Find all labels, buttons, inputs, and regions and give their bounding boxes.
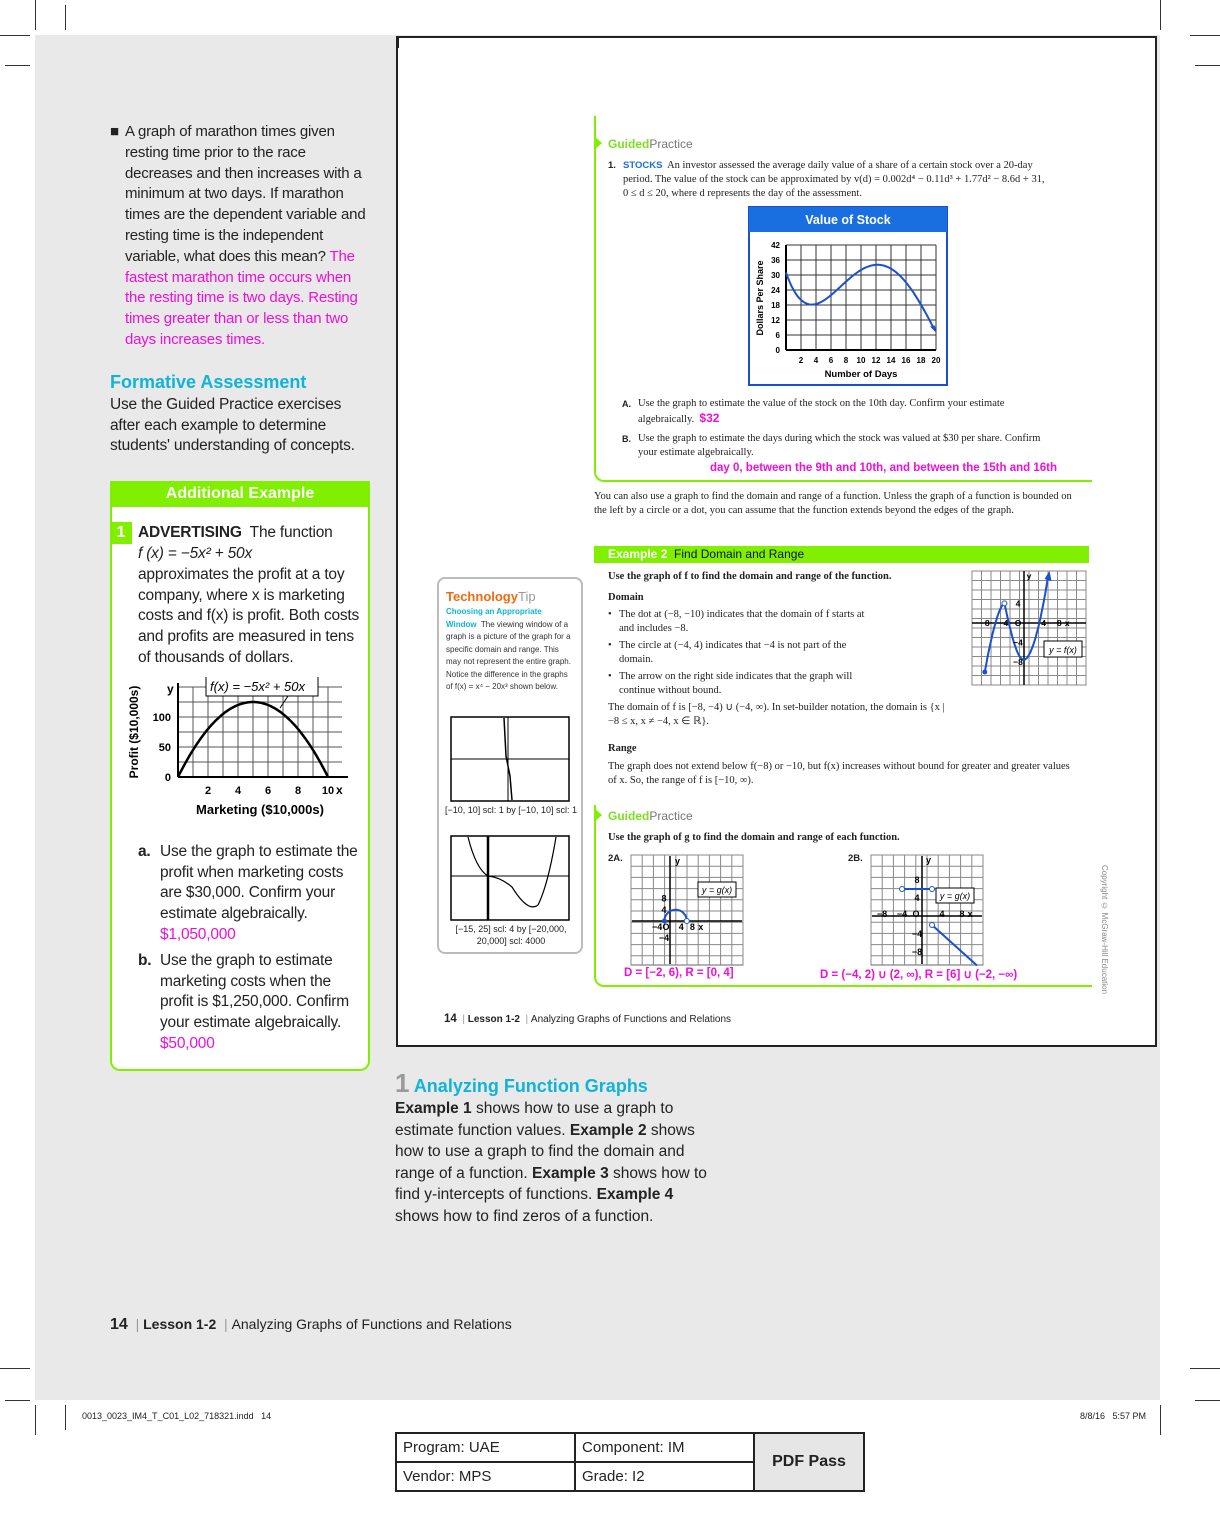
program-cell: Program: UAE bbox=[396, 1433, 575, 1462]
gp1-b-label: B. bbox=[622, 434, 631, 444]
y-tick-label: 42 bbox=[771, 241, 780, 250]
gp1-problem bbox=[608, 159, 1048, 201]
tick-label: y bbox=[926, 855, 932, 865]
additional-example-header: Additional Example bbox=[110, 481, 370, 507]
x-tick-label: 6 bbox=[264, 784, 272, 797]
y-axis-title: Dollars Per Share bbox=[755, 260, 765, 336]
example-2-label: Example 2 bbox=[608, 547, 668, 561]
gp2-title-b: Practice bbox=[649, 809, 693, 823]
example-2-prompt: Use the graph of f to find the domain and range of the function. bbox=[608, 571, 892, 582]
section-number: 1 bbox=[395, 1068, 410, 1098]
graph-2a bbox=[630, 854, 745, 966]
example-2-header bbox=[594, 546, 1089, 563]
crop-mark bbox=[35, 0, 36, 30]
tick-label: 4 bbox=[678, 922, 684, 932]
y-tick-label: 36 bbox=[771, 256, 780, 265]
x-tick-label: 18 bbox=[916, 356, 926, 365]
tech-tip-text: The viewing window of a graph is a picture of the graph for a specific domain and range. This may not represent the entire graph. Notice the difference in the graphs of f(x) = x⁴ − 20x³ shown below. bbox=[446, 619, 571, 691]
inset-folio-lesson: Lesson 1-2 bbox=[467, 1014, 520, 1025]
gp1-part-a bbox=[622, 397, 1062, 427]
bullet-icon: ■ bbox=[110, 123, 119, 140]
x-tick-label: 2 bbox=[798, 356, 804, 365]
origin: O bbox=[1014, 618, 1022, 628]
x-tick: −4 bbox=[998, 618, 1009, 628]
inset-folio-page: 14 bbox=[444, 1013, 457, 1025]
proof-table bbox=[395, 1432, 865, 1492]
copyright-text: Copyright © McGraw-Hill Education bbox=[1100, 865, 1109, 995]
domain-text: The domain of f is [−8, −4) ∪ (−4, ∞). In set-builder notation, the domain is {x | −8 ≤ x, x ≠ −4, x ∈ ℝ}. bbox=[608, 702, 945, 727]
gp-title-b: Practice bbox=[649, 137, 693, 151]
range-heading: Range bbox=[608, 743, 637, 754]
calculator-window-1 bbox=[450, 716, 570, 802]
tick-label: 8 bbox=[689, 922, 695, 932]
crop-mark bbox=[1195, 1400, 1220, 1401]
tick-label: 8 bbox=[914, 875, 920, 885]
open-circle bbox=[930, 887, 935, 892]
open-circle bbox=[684, 919, 689, 924]
x-tick-label: 10 bbox=[856, 356, 866, 365]
gp1-a-text: Use the graph to estimate the value of the stock on the 10th day. Confirm your estimate algebraically. bbox=[638, 398, 1005, 425]
crop-mark bbox=[1160, 1405, 1161, 1435]
file-slug: 0013_0023_IM4_T_C01_L02_718321.indd 14 bbox=[82, 1411, 272, 1421]
tick-label: 4 bbox=[939, 909, 945, 919]
window-frame bbox=[451, 836, 569, 920]
example-topic: ADVERTISING bbox=[138, 524, 242, 542]
range-text: The graph does not extend below f(−8) or −10, but f(x) increases without bound for greater and greater values of x. So, the range of f is [−10, ∞). bbox=[608, 761, 1070, 786]
section-text bbox=[395, 1098, 715, 1227]
bullet-text: A graph of marathon times given resting time prior to the race decreases and then increases with a minimum at two days. If marathon times are the dependent variable and resting time is the independent variable, what does this mean? bbox=[125, 123, 366, 265]
example-function: f (x) = −5x² + 50x bbox=[138, 544, 252, 562]
y-tick-label: 12 bbox=[771, 316, 780, 325]
crop-mark bbox=[1190, 1368, 1220, 1369]
y-axis-title: Profit ($10,000s) bbox=[127, 685, 141, 779]
y-tick: 4 bbox=[1015, 598, 1021, 609]
tick-label: y bbox=[675, 856, 681, 866]
section-sentence: shows how to use a graph to estimate function values. bbox=[395, 1100, 674, 1139]
vendor-cell: Vendor: MPS bbox=[396, 1462, 575, 1491]
x-tick-label: 4 bbox=[234, 784, 242, 797]
function-label: f(x) = −5x² + 50x bbox=[210, 678, 306, 694]
window-1-caption: [−10, 10] scl: 1 by [−10, 10] scl: 1 bbox=[444, 805, 578, 815]
domain-heading: Domain bbox=[608, 592, 644, 603]
y-tick-label: 24 bbox=[771, 286, 780, 295]
y-tick-label: 0 bbox=[775, 346, 780, 355]
y-tick-label: 18 bbox=[771, 301, 780, 310]
tick-label: −4 bbox=[658, 933, 670, 944]
component-cell: Component: IM bbox=[575, 1433, 754, 1462]
tick-label: O bbox=[912, 909, 920, 919]
y-tick-label: 0 bbox=[164, 771, 171, 784]
crop-mark bbox=[0, 1368, 30, 1369]
part-b bbox=[138, 951, 363, 1055]
crop-mark bbox=[1195, 65, 1220, 66]
graph-label: y = g(x) bbox=[701, 885, 733, 895]
closed-dot bbox=[982, 670, 987, 675]
example-ref: Example 1 bbox=[395, 1100, 472, 1117]
example-ref: Example 3 bbox=[532, 1164, 609, 1182]
crop-mark bbox=[0, 35, 30, 36]
y-tick-label: 30 bbox=[771, 271, 780, 280]
crop-mark bbox=[5, 1400, 30, 1401]
bullet-icon: • bbox=[608, 609, 612, 620]
y-tick: −8 bbox=[1013, 657, 1023, 668]
open-circle bbox=[930, 923, 935, 928]
example-2-title: Find Domain and Range bbox=[674, 547, 805, 561]
tech-tip-title bbox=[446, 589, 575, 604]
bullet-icon: • bbox=[608, 640, 612, 651]
tech-tip-title-a: Technology bbox=[446, 589, 518, 604]
x-axis-title: Number of Days bbox=[824, 369, 898, 380]
part-b-label: b. bbox=[138, 951, 152, 969]
domain-range-paragraph: You can also use a graph to find the domain and range of a function. Unless the graph of a function is bounded on the left by a circle or a dot, you can assume that the function extends beyond the edges of the graph. bbox=[594, 491, 1072, 516]
tech-tip-subhead: Choosing an Appropriate Window bbox=[446, 607, 542, 629]
graph-label: y = g(x) bbox=[939, 891, 971, 901]
y-axis-letter: y bbox=[167, 681, 174, 696]
tick-label: 8 bbox=[661, 893, 667, 904]
gp-title-a: Guided bbox=[608, 137, 650, 151]
chart-title: Value of Stock bbox=[805, 213, 891, 227]
bullet-answer: The fastest marathon time occurs when the resting time is two days. Resting times greater than or less than two days increases times. bbox=[125, 247, 358, 348]
x-tick-label: 2 bbox=[204, 784, 212, 797]
gp1-a-answer: $32 bbox=[699, 411, 720, 425]
technology-tip-box bbox=[437, 577, 583, 954]
example-intro-block bbox=[138, 523, 363, 669]
formative-assessment-title: Formative Assessment bbox=[110, 371, 307, 392]
folio-title: Analyzing Graphs of Functions and Relations bbox=[231, 1316, 512, 1332]
y-tick-label: 100 bbox=[152, 711, 171, 724]
tick-label: O bbox=[662, 922, 670, 932]
x-axis-letter: x bbox=[336, 782, 343, 797]
crop-mark bbox=[1160, 0, 1161, 30]
gp2-b-label: 2B. bbox=[848, 853, 863, 864]
tick-label: −4 bbox=[911, 929, 923, 939]
gp1-number: 1. bbox=[608, 160, 616, 171]
x-tick-label: 10 bbox=[321, 784, 335, 797]
graph-2b bbox=[870, 854, 985, 966]
folio-lesson: Lesson 1-2 bbox=[143, 1316, 217, 1332]
x-label: x bbox=[1064, 618, 1070, 628]
gp2-title-a: Guided bbox=[608, 809, 650, 823]
x-tick-label: 14 bbox=[886, 356, 896, 365]
open-circle bbox=[900, 887, 905, 892]
domain-bullet-text: The circle at (−4, 4) indicates that −4 is not part of the domain. bbox=[619, 640, 847, 665]
gp1-b-answer: day 0, between the 9th and 10th, and between the 15th and 16th bbox=[710, 462, 1057, 474]
example-ref: Example 4 bbox=[596, 1186, 674, 1203]
y-label: y bbox=[1026, 571, 1032, 581]
tick-label: 4 bbox=[661, 904, 667, 915]
date-slug: 8/8/16 5:57 PM bbox=[1080, 1411, 1147, 1421]
section-sentence: shows how to use a graph to find the domain and range of a function. bbox=[395, 1121, 695, 1182]
calculator-window-2 bbox=[450, 835, 570, 921]
guided-practice-marker bbox=[594, 808, 602, 822]
y-tick-label: 6 bbox=[775, 331, 780, 340]
part-a-label: a. bbox=[138, 842, 151, 860]
x-tick: −8 bbox=[979, 618, 990, 628]
part-a-answer: $1,050,000 bbox=[160, 925, 236, 943]
gp1-a-label: A. bbox=[622, 399, 631, 409]
x-tick-label: 6 bbox=[828, 356, 834, 365]
example-number: 1 bbox=[110, 522, 132, 544]
guided-practice-marker bbox=[594, 136, 602, 150]
gp1-text: An investor assessed the average daily value of a share of a certain stock over a 20-day period. The value of the stock can be approximated by v(d) = 0.002d⁴ − 0.11d³ + 1.77d² − 8.6d + 31, 0 ≤ d ≤ 20, where d represents the day of the assessment. bbox=[623, 160, 1045, 199]
gp1-topic: STOCKS bbox=[623, 160, 663, 171]
part-b-text: Use the graph to estimate marketing costs when the profit is $1,250,000. Confirm your estimate algebraically. bbox=[160, 951, 349, 1032]
domain-bullet-text: The dot at (−8, −10) indicates that the domain of f starts at and includes −8. bbox=[619, 609, 865, 634]
domain-bullet bbox=[608, 670, 878, 698]
section-sentence: shows how to find y-intercepts of functions. bbox=[395, 1164, 707, 1203]
gp1-part-b bbox=[622, 432, 1062, 475]
part-a bbox=[138, 842, 363, 946]
example-text: approximates the profit at a toy company, where x is marketing costs and f(x) is profit. Both costs and profits are measured in tens of thousands of dollars. bbox=[138, 565, 360, 666]
gp2-b-answer: D = (−4, 2) ∪ (2, ∞), R = [6] ∪ (−2, −∞) bbox=[820, 969, 1018, 981]
x-tick-label: 8 bbox=[294, 784, 302, 797]
x-tick-label: 4 bbox=[813, 356, 819, 365]
example-ref: Example 2 bbox=[569, 1121, 647, 1139]
gp1-b-text: Use the graph to estimate the days during which the stock was valued at $30 per share. Confirm your estimate algebraically. bbox=[638, 433, 1041, 458]
x-axis-title: Marketing ($10,000s) bbox=[196, 801, 324, 817]
page-folio: 14 | Lesson 1-2 | Analyzing Graphs of Functions and Relations bbox=[110, 1316, 512, 1333]
inset-folio-title: Analyzing Graphs of Functions and Relations bbox=[530, 1014, 732, 1025]
example-intro: The function bbox=[249, 524, 333, 542]
tick-label: x bbox=[967, 909, 973, 919]
open-circle bbox=[1002, 601, 1007, 606]
x-tick: 8 bbox=[1056, 618, 1062, 628]
part-b-answer: $50,000 bbox=[160, 1034, 215, 1052]
grade-cell: Grade: I2 bbox=[575, 1462, 754, 1491]
additional-example-box bbox=[110, 481, 370, 1071]
x-tick-label: 8 bbox=[843, 356, 849, 365]
profit-graph bbox=[126, 677, 366, 827]
x-tick: 4 bbox=[1041, 618, 1046, 628]
tick-label: x bbox=[698, 922, 704, 932]
part-a-text: Use the graph to estimate the profit when marketing costs are $30,000. Confirm your estimate algebraically. bbox=[160, 842, 358, 923]
tick-label: −4 bbox=[896, 909, 908, 919]
y-tick: −4 bbox=[1013, 637, 1023, 648]
y-tick-label: 50 bbox=[158, 741, 171, 754]
gp2-a-label: 2A. bbox=[608, 853, 623, 864]
crop-mark bbox=[5, 65, 30, 66]
x-tick-label: 20 bbox=[931, 356, 941, 365]
section-title: Analyzing Function Graphs bbox=[413, 1076, 648, 1096]
tick-label: 4 bbox=[914, 893, 920, 903]
window-2-caption: [−15, 25] scl: 4 by [−20,000, 20,000] scl: 4000 bbox=[455, 924, 567, 946]
crop-mark bbox=[35, 1405, 36, 1435]
guided-practice-title bbox=[608, 137, 693, 151]
crop-mark bbox=[1190, 35, 1220, 36]
tech-tip-title-b: Tip bbox=[517, 589, 536, 604]
gp2-prompt: Use the graph of g to find the domain and range of each function. bbox=[608, 832, 900, 843]
inset-folio: 14 | Lesson 1-2 | Analyzing Graphs of Functions and Relations bbox=[444, 1013, 732, 1025]
tick-label: −8 bbox=[876, 909, 888, 919]
section-sentence: shows how to find zeros of a function. bbox=[395, 1207, 654, 1225]
domain-bullet bbox=[608, 608, 878, 636]
folio-page: 14 bbox=[110, 1316, 128, 1333]
section-heading bbox=[395, 1068, 648, 1099]
x-tick-label: 16 bbox=[901, 356, 911, 365]
guided-practice-2-title bbox=[608, 809, 693, 823]
tick-label: −8 bbox=[911, 947, 923, 957]
crop-mark bbox=[65, 1405, 66, 1430]
teacher-note-bullet bbox=[110, 122, 372, 351]
x-tick-label: 12 bbox=[871, 356, 881, 365]
domain-bullet-text: The arrow on the right side indicates that the graph will continue without bound. bbox=[619, 671, 853, 696]
crop-mark bbox=[65, 5, 66, 30]
status-cell: PDF Pass bbox=[754, 1433, 864, 1491]
tick-label: −4 bbox=[651, 922, 663, 932]
function-f-graph bbox=[970, 569, 1088, 687]
gp2-a-answer: D = [−2, 6), R = [0, 4] bbox=[624, 967, 734, 979]
graph-label: y = f(x) bbox=[1049, 645, 1077, 655]
formative-assessment-text: Use the Guided Practice exercises after each example to determine students' understanding of concepts. bbox=[110, 395, 355, 455]
stock-chart bbox=[748, 206, 948, 386]
left-column bbox=[110, 122, 372, 1071]
tick-label: 8 bbox=[959, 909, 965, 919]
domain-bullet bbox=[608, 639, 878, 667]
bullet-icon: • bbox=[608, 671, 612, 682]
